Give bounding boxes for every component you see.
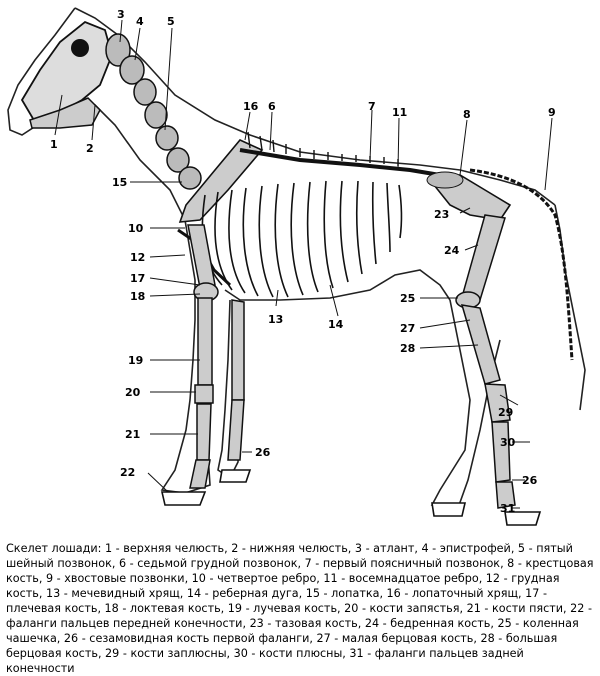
label-18: 18 <box>130 290 146 303</box>
label-28: 28 <box>400 342 416 355</box>
label-23: 23 <box>434 208 450 221</box>
fore-leg-bones <box>188 225 244 488</box>
label-24: 24 <box>444 244 460 257</box>
label-11: 11 <box>392 106 408 119</box>
label-7: 7 <box>368 100 376 113</box>
eye-orbit <box>71 39 89 57</box>
label-4: 4 <box>136 15 144 28</box>
caption-text: Скелет лошади: 1 - верхняя челюсть, 2 - нижняя челюсть, 3 - атлант, 4 - эпистрофей, 5 - пятый шейный позвонок, 6 - седьмой грудной позвонок, 7 - первый поясничный позвонок, 8 - крестцовая кость, 9 - хвостовые позвонки, 10 - четвертое ребро, 11 - восемнадцатое ребро, 12 - грудная кость, 13 - мечевидный хрящ, 14 - реберная дуга, 15 - лопатка, 16 - лопаточный хрящ, 17 - плечевая кость, 18 - локтевая кость, 19 - лучевая кость, 20 - кости запястья, 21 - кости пясти, 22 - фаланги пальцев передней конечности, 23 - тазовая кость, 24 - бедренная кость, 25 - коленная чашечка, 26 - сезамовидная кость первой фаланги, 27 - малая берцовая кость, 28 - большая берцовая кость, 29 - кости заплюсны, 30 - кости плюсны, 31 - фаланги пальцев задней конечности <box>6 542 594 675</box>
cervical-vertebrae <box>106 34 201 189</box>
label-20: 20 <box>125 386 141 399</box>
label-22: 22 <box>120 466 136 479</box>
label-26-front: 26 <box>255 446 271 459</box>
label-6: 6 <box>268 100 276 113</box>
label-3: 3 <box>117 8 125 21</box>
spine-thoracolumbar <box>240 150 440 175</box>
label-12: 12 <box>130 251 146 264</box>
sacrum <box>427 172 463 188</box>
hooves <box>162 470 540 525</box>
label-9: 9 <box>548 106 556 119</box>
label-5: 5 <box>167 15 175 28</box>
label-26-hind: 26 <box>522 474 538 487</box>
label-29: 29 <box>498 406 514 419</box>
hind-leg-bones <box>456 215 515 508</box>
label-17: 17 <box>130 272 146 285</box>
figure-caption <box>6 541 594 676</box>
label-2: 2 <box>86 142 94 155</box>
label-16: 16 <box>243 100 259 113</box>
label-1: 1 <box>50 138 58 151</box>
label-31: 31 <box>500 502 516 515</box>
label-13: 13 <box>268 313 284 326</box>
label-27: 27 <box>400 322 416 335</box>
label-25: 25 <box>400 292 416 305</box>
label-19: 19 <box>128 354 144 367</box>
label-10: 10 <box>128 222 144 235</box>
label-15: 15 <box>112 176 128 189</box>
label-30: 30 <box>500 436 516 449</box>
label-14: 14 <box>328 318 344 331</box>
rib-cage <box>202 181 401 297</box>
label-8: 8 <box>463 108 471 121</box>
label-21: 21 <box>125 428 141 441</box>
